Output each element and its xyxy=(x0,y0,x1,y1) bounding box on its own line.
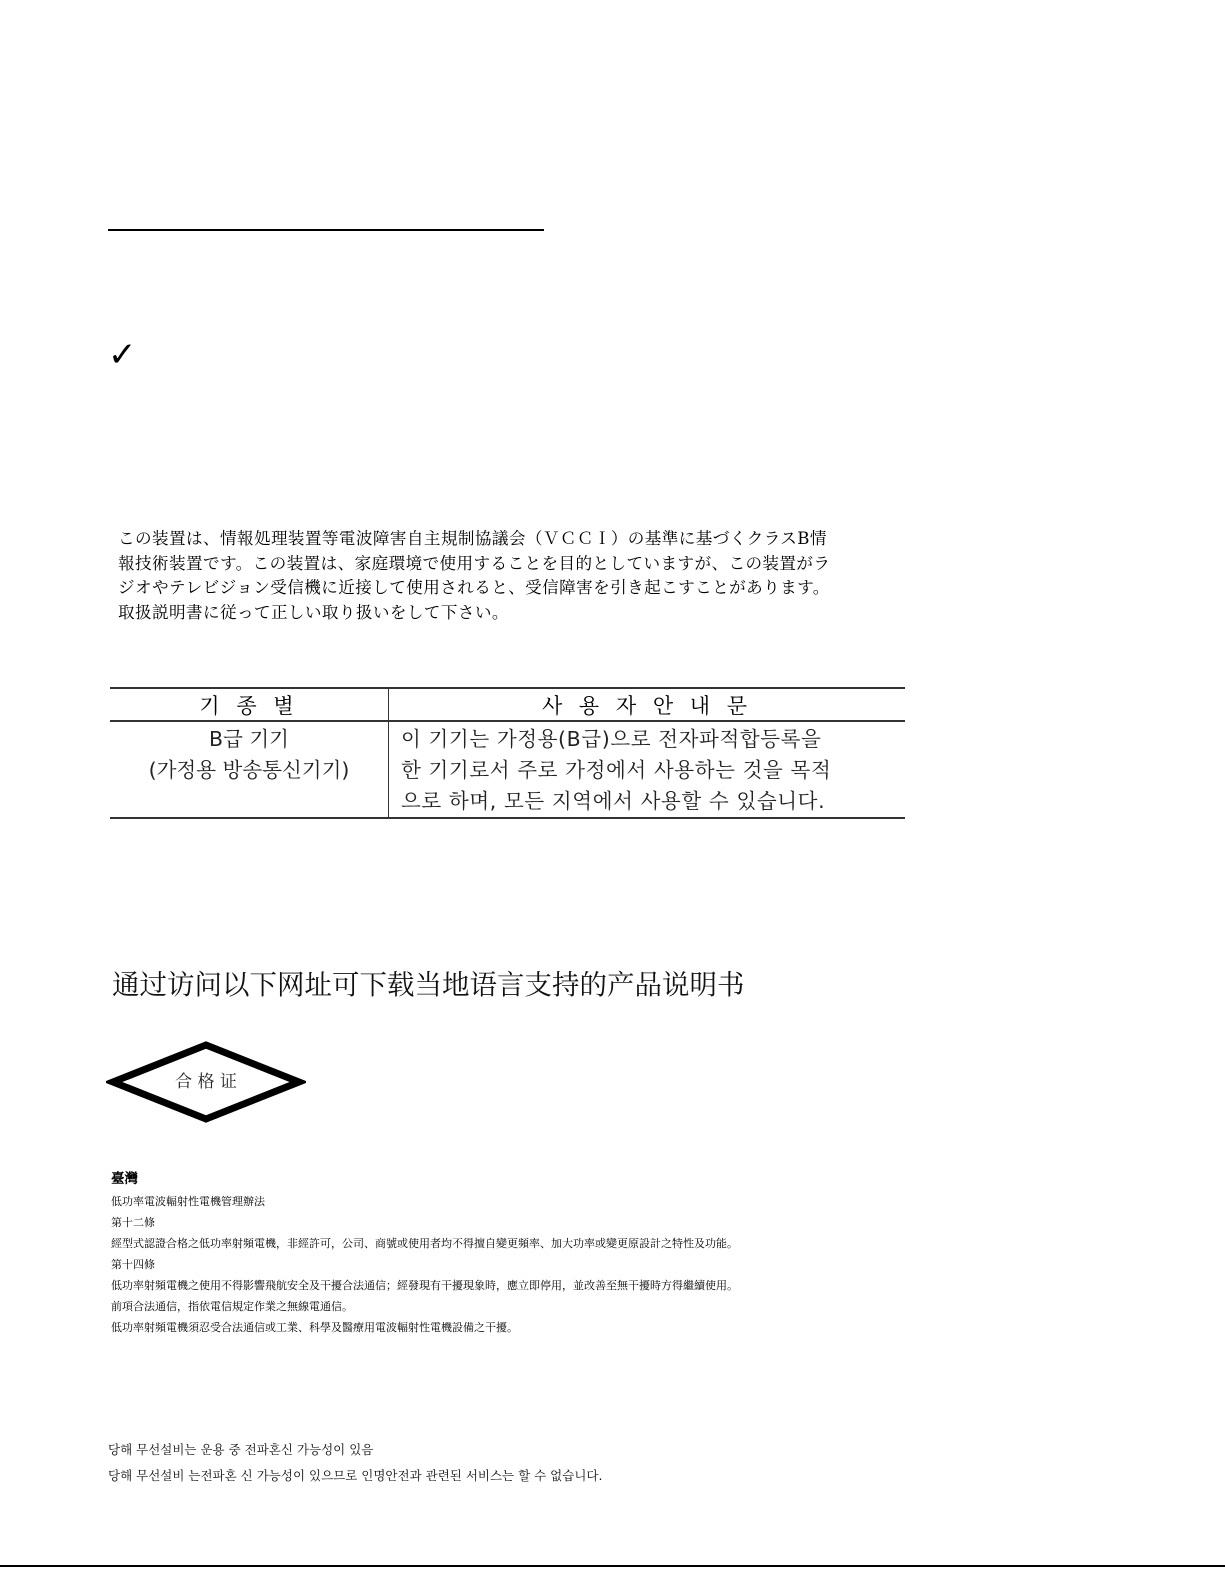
user-notice-line: 으로 하며, 모든 지역에서 사용할 수 있습니다. xyxy=(401,789,826,813)
diamond-icon xyxy=(106,1040,306,1124)
korea-note: 당해 무선설비는 운용 중 전파혼신 가능성이 있음 xyxy=(108,1442,374,1457)
vcci-notice xyxy=(118,527,918,625)
vcci-line: この装置は、情報処理装置等電波障害自主規制協議会（ＶＣＣＩ）の基準に基づくクラスB情 xyxy=(118,529,827,548)
china-certificate-diamond xyxy=(106,1040,306,1124)
taiwan-regulatory-block xyxy=(111,1170,791,1341)
device-type-line: (가정용 방송통신기기) xyxy=(148,758,350,782)
header-user-notice: 사 용 자 안 내 문 xyxy=(541,693,753,718)
taiwan-paragraph: 前項合法通信，指依電信規定作業之無線電通信。 xyxy=(111,1300,353,1313)
taiwan-paragraph: 低功率電波輻射性電機管理辦法 xyxy=(111,1195,265,1208)
taiwan-paragraph: 低功率射頻電機之使用不得影響飛航安全及干擾合法通信；經發現有干擾現象時，應立即停用，並改善至無干擾時方得繼續使用。 xyxy=(111,1279,738,1292)
device-type-line: B급 기기 xyxy=(209,727,289,751)
taiwan-paragraph: 經型式認證合格之低功率射頻電機，非經許可，公司、商號或使用者均不得擅自變更頻率、加大功率或變更原設計之特性及功能。 xyxy=(111,1237,738,1250)
korea-note: 당해 무선설비 는전파혼 신 가능성이 있으므로 인명안전과 관련된 서비스는 할 수 없습니다. xyxy=(108,1468,603,1483)
header-device-type: 기 종 별 xyxy=(110,688,389,721)
device-type-cell xyxy=(110,721,389,818)
table-header-row xyxy=(110,688,905,721)
korea-interference-notes xyxy=(108,1441,908,1493)
page-bottom-rule xyxy=(0,1565,1225,1567)
vcci-line: 報技術装置です。この装置は、家庭環境で使用することを目的としていますが、この装置がラ xyxy=(118,553,831,573)
user-notice-line: 이 기기는 가정용(B급)으로 전자파적합등록을 xyxy=(401,727,822,751)
taiwan-paragraph: 第十二條 xyxy=(111,1216,155,1229)
taiwan-paragraph: 低功率射頻電機須忍受合法通信或工業、科學及醫療用電波輻射性電機設備之干擾。 xyxy=(111,1321,518,1334)
taiwan-paragraph: 第十四條 xyxy=(111,1258,155,1271)
section-divider xyxy=(108,229,544,231)
certificate-label: 合 格 证 xyxy=(175,1072,237,1092)
vcci-line: 取扱説明書に従って正しい取り扱いをして下さい。 xyxy=(118,602,509,622)
vcci-line: ジオやテレビジョン受信機に近接して使用されると、受信障害を引き起こすことがあります。 xyxy=(118,578,830,597)
check-icon: ✓ xyxy=(108,335,137,375)
china-manual-download-text: 通过访问以下网址可下载当地语言支持的产品说明书 xyxy=(112,969,745,1001)
table-row xyxy=(110,721,905,818)
korea-class-b-table xyxy=(110,687,905,819)
user-notice-cell xyxy=(389,721,906,818)
user-notice-line: 한 기기로서 주로 가정에서 사용하는 것을 목적 xyxy=(401,758,832,782)
taiwan-heading: 臺灣 xyxy=(111,1171,138,1187)
